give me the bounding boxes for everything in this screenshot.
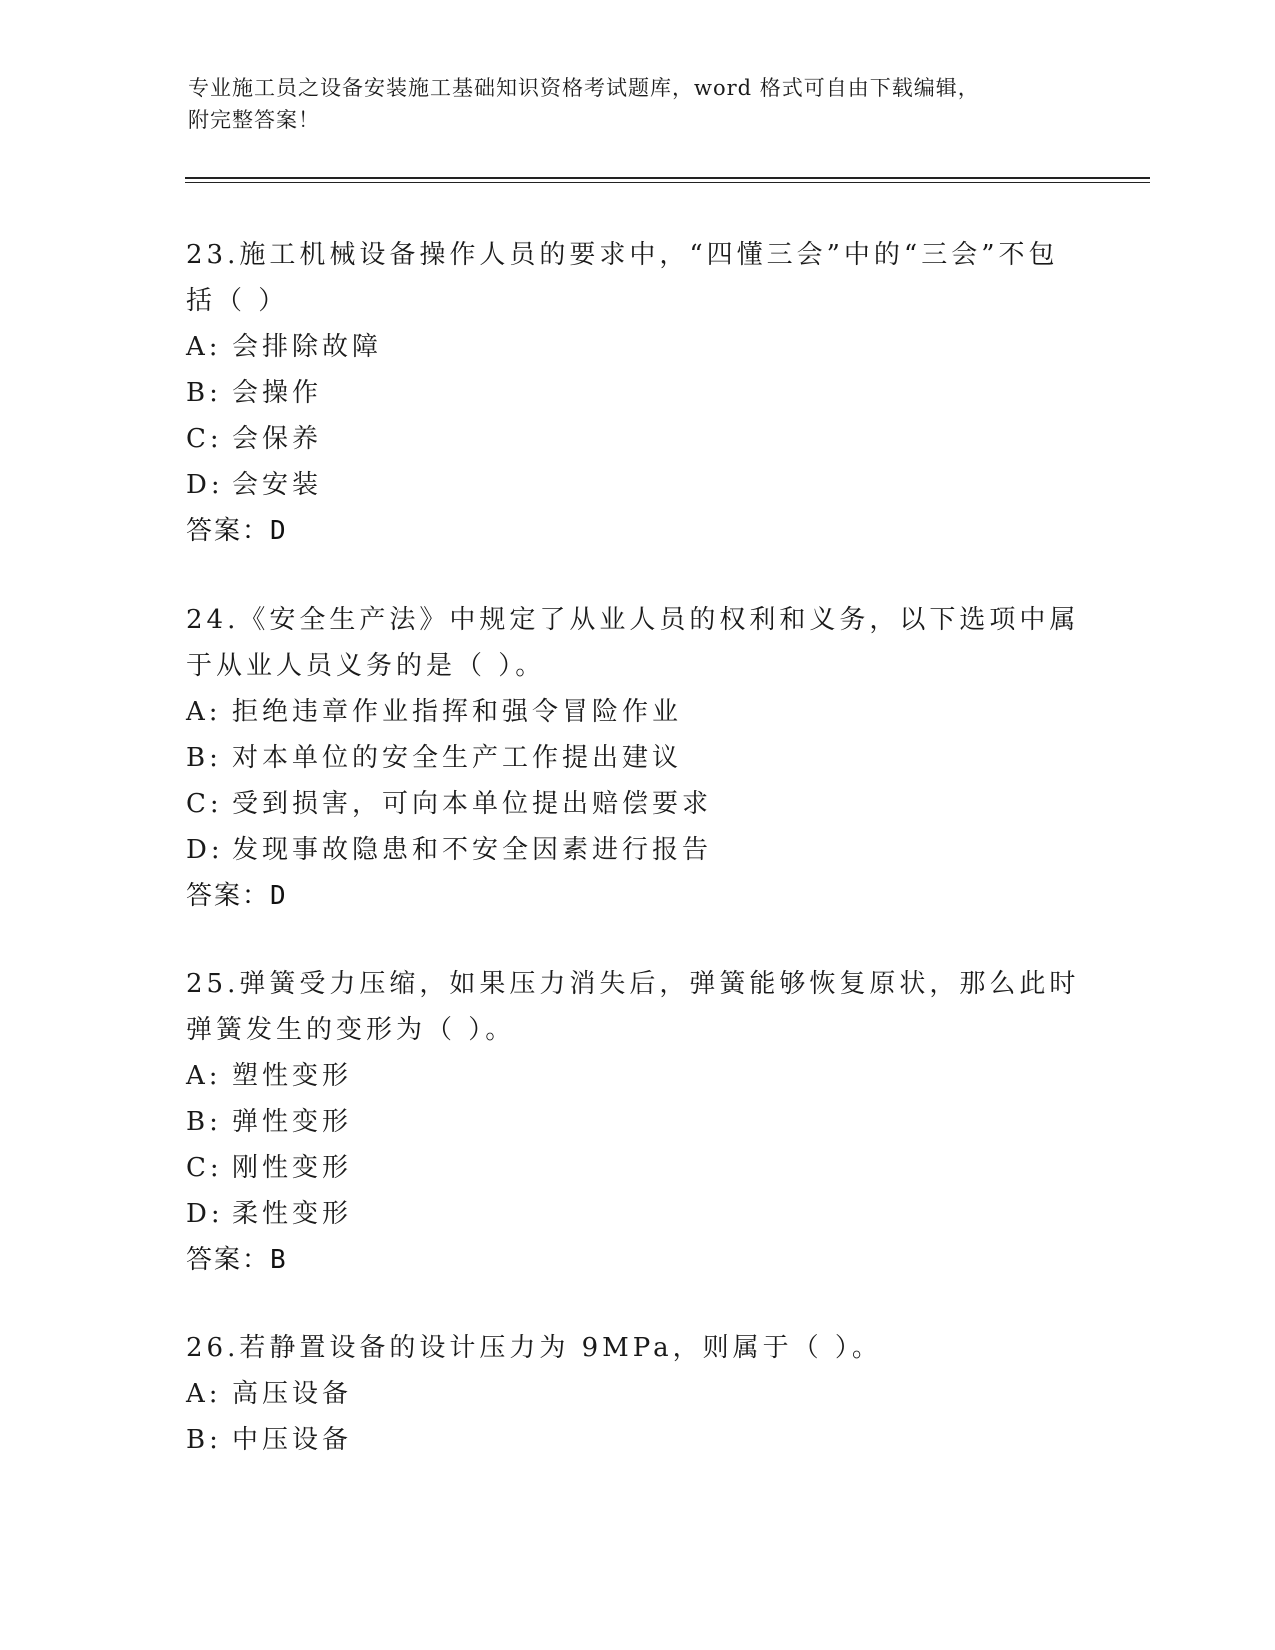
question-stem: 24.《安全生产法》中规定了从业人员的权利和义务，以下选项中属于从业人员义务的是（ ）。 (186, 605, 1080, 681)
answer-label: 答案： (186, 1245, 271, 1275)
header-title-line-2: 附完整答案！ (188, 108, 320, 132)
answer-label: 答案： (186, 881, 271, 911)
option-letter: B: (186, 1425, 222, 1455)
option-text: 会操作 (232, 378, 323, 408)
option-text: 中压设备 (232, 1425, 353, 1455)
document-header (188, 72, 1068, 136)
option-b (186, 1099, 1086, 1145)
option-c (186, 781, 1086, 827)
option-text: 对本单位的安全生产工作提出建议 (232, 743, 683, 773)
header-title-line-1: 专业施工员之设备安装施工基础知识资格考试题库，word 格式可自由下载编辑， (188, 76, 980, 100)
option-a (186, 324, 1086, 370)
option-text: 弹性变形 (232, 1107, 353, 1137)
option-text: 刚性变形 (232, 1153, 353, 1183)
option-b (186, 735, 1086, 781)
option-letter: C: (186, 424, 223, 454)
answer-value: D (270, 516, 288, 546)
option-letter: B: (186, 1107, 222, 1137)
question-26 (186, 1325, 1086, 1463)
header-divider-thick (185, 177, 1150, 179)
answer-label: 答案： (186, 516, 271, 546)
answer-value: B (270, 1245, 288, 1275)
option-c (186, 1145, 1086, 1191)
option-b (186, 370, 1086, 416)
option-letter: A: (186, 1379, 222, 1409)
option-letter: D: (186, 1199, 224, 1229)
option-letter: A: (186, 332, 222, 362)
question-stem: 23.施工机械设备操作人员的要求中，“四懂三会”中的“三会”不包括（ ） (186, 240, 1059, 316)
option-a (186, 689, 1086, 735)
answer-line (186, 508, 1086, 554)
option-d (186, 462, 1086, 508)
option-text: 会排除故障 (232, 332, 383, 362)
option-text: 柔性变形 (232, 1199, 353, 1229)
answer-line (186, 873, 1086, 919)
option-text: 拒绝违章作业指挥和强令冒险作业 (232, 697, 683, 727)
option-letter: B: (186, 743, 222, 773)
option-letter: C: (186, 789, 223, 819)
question-stem: 26.若静置设备的设计压力为 9MPa，则属于（ ）。 (186, 1333, 882, 1363)
option-letter: B: (186, 378, 222, 408)
option-letter: D: (186, 470, 224, 500)
option-text: 高压设备 (232, 1379, 353, 1409)
question-23 (186, 232, 1086, 554)
question-stem: 25.弹簧受力压缩，如果压力消失后，弹簧能够恢复原状，那么此时弹簧发生的变形为（ ）。 (186, 969, 1080, 1045)
header-divider-thin (185, 182, 1150, 183)
option-text: 会保养 (232, 424, 323, 454)
question-25 (186, 961, 1086, 1283)
option-letter: A: (186, 697, 222, 727)
option-text: 塑性变形 (232, 1061, 353, 1091)
option-a (186, 1371, 1086, 1417)
option-text: 发现事故隐患和不安全因素进行报告 (232, 835, 713, 865)
option-text: 受到损害，可向本单位提出赔偿要求 (232, 789, 713, 819)
option-a (186, 1053, 1086, 1099)
option-d (186, 827, 1086, 873)
option-d (186, 1191, 1086, 1237)
option-b (186, 1417, 1086, 1463)
answer-value: D (270, 881, 288, 911)
option-letter: A: (186, 1061, 222, 1091)
option-text: 会安装 (232, 470, 323, 500)
option-c (186, 416, 1086, 462)
option-letter: D: (186, 835, 224, 865)
option-letter: C: (186, 1153, 223, 1183)
question-24 (186, 597, 1086, 919)
answer-line (186, 1237, 1086, 1283)
